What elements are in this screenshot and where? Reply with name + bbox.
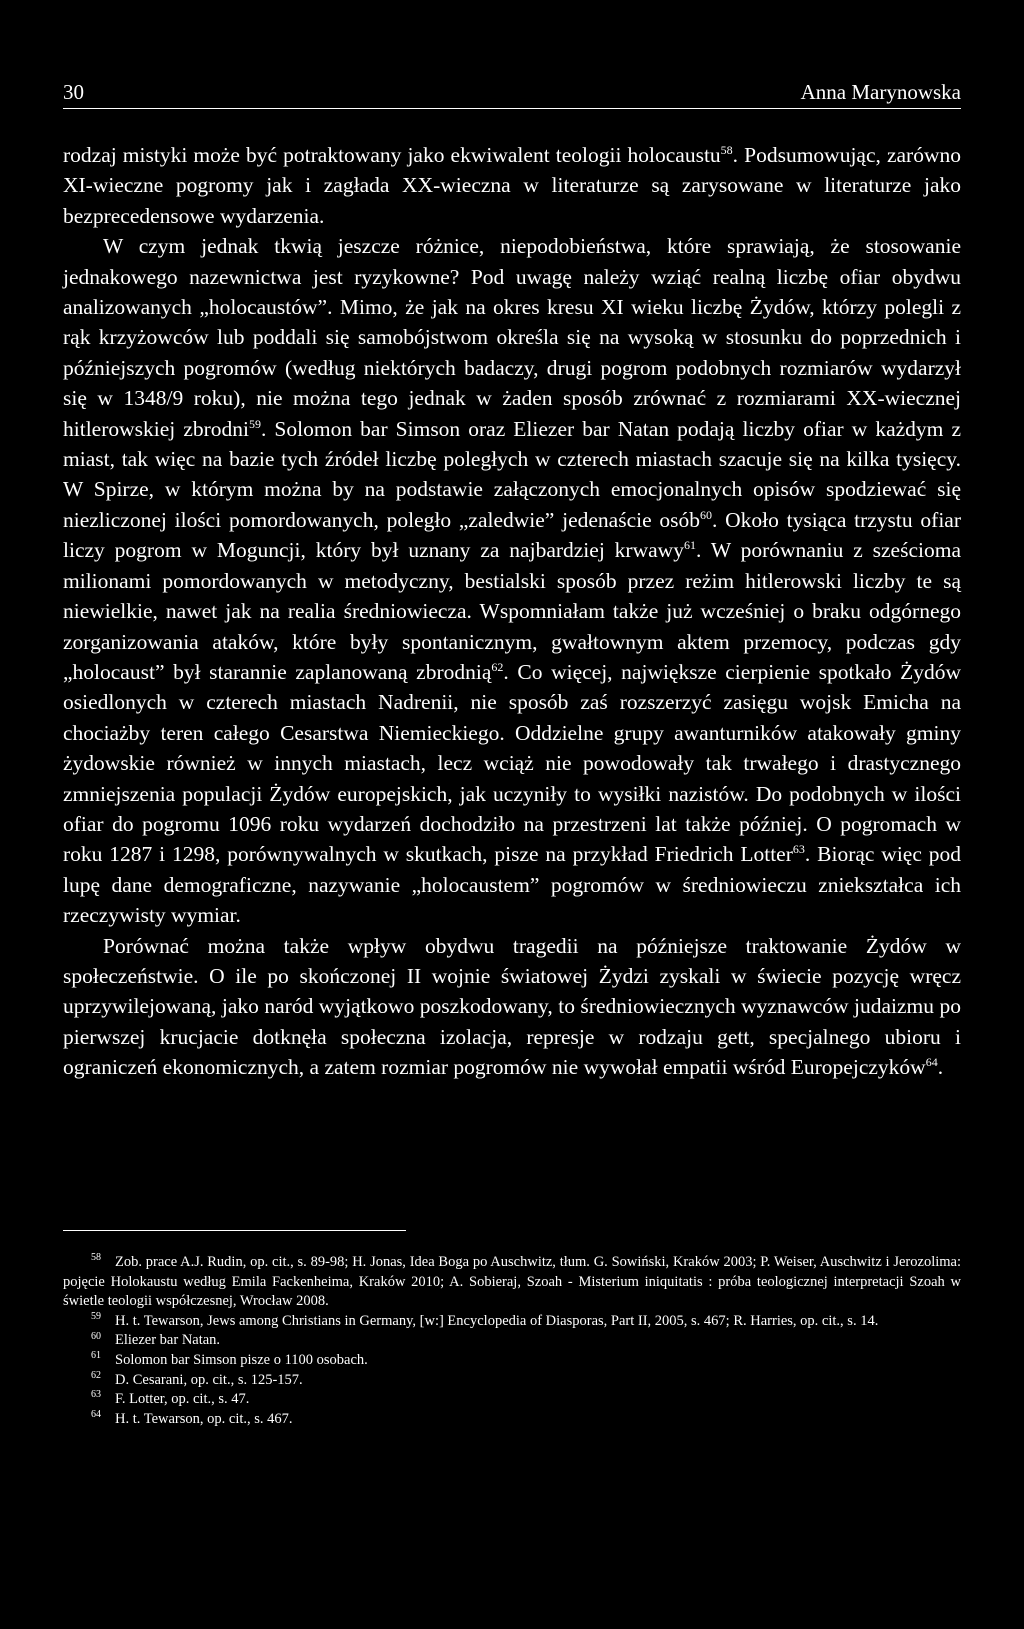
footnote-number: 63	[91, 1389, 101, 1401]
footnote	[63, 1410, 961, 1430]
footnote-reference: 63	[792, 842, 805, 857]
body-text	[63, 140, 961, 1083]
footnote	[63, 1390, 961, 1410]
footnote	[63, 1312, 961, 1332]
footnote-number: 59	[91, 1310, 101, 1322]
paragraph-text: Porównać można także wpływ obydwu tragedii na późniejsze traktowanie Żydów w społeczeństwie. O ile po skończonej II wojnie światowej Żydzi zyskali w świecie pozycję wręcz uprzywilejowaną, jako naród wyjątkowo poszkodowany, to średniowiecznych wyznawców judaizmu po pierwszej krucjacie dotknęła społeczna izolacja, represje w rodzaju gett, specjalnego ubioru i ograniczeń ekonomicznych, a zatem rozmiar pogromów nie wywołał empatii wśród Europejczyków	[63, 933, 961, 1080]
footnote-text: H. t. Tewarson, op. cit., s. 467.	[115, 1410, 293, 1427]
footnote-text: H. t. Tewarson, Jews among Christians in Germany, [w:] Encyclopedia of Diasporas, Part II, 2005, s. 467; R. Harries, op. cit., s. 14.	[115, 1312, 879, 1329]
paragraph-text: W czym jednak tkwią jeszcze różnice, niepodobieństwa, które sprawiają, że stosowanie jednakowego nazewnictwa jest ryzykowne? Pod uwagę należy wziąć realną liczbę ofiar obydwu analizowanych „holocaustów”. Mimo, że jak na okres kresu XI wieku liczbę Żydów, którzy polegli z rąk krzyżowców lub poddali się samobójstwom określa się na wysoką w stosunku do poprzednich i późniejszych pogromów (według niektórych badaczy, drugi pogrom podobnych rozmiarów wydarzył się w 1348/9 roku), nie można tego jednak w żaden sposób zrównać z rozmiarami XX-wiecznej hitlerowskiej zbrodni	[63, 234, 961, 441]
footnote-reference: 60	[700, 507, 713, 522]
page-number: 30	[63, 80, 84, 104]
body-paragraph	[63, 140, 961, 231]
footnote	[63, 1351, 961, 1371]
footnote-text: Solomon bar Simson pisze o 1100 osobach.	[115, 1351, 368, 1368]
footnote-reference: 61	[683, 538, 696, 553]
body-paragraph	[63, 931, 961, 1083]
paragraph-text: . Solomon bar Simson oraz Eliezer bar Natan podają liczby ofiar w każdym z miast, tak więc na bazie tych źródeł liczbę poległych w czterech miastach szacuje się na kilka tysięcy. W Spirze, w którym można by na podstawie załączonych emocjonalnych opisów spodziewać się niezliczonej ilości pomordowanych, poległo „zaledwie” jedenaście osób	[63, 416, 961, 532]
footnote-separator	[63, 1230, 406, 1231]
footnote-number: 61	[91, 1350, 101, 1362]
footnote-number: 60	[91, 1330, 101, 1342]
footnote-reference: 58	[720, 142, 733, 157]
footnote	[63, 1331, 961, 1351]
footnote-text: D. Cesarani, op. cit., s. 125-157.	[115, 1371, 303, 1388]
footnote-reference: 59	[249, 416, 261, 431]
footnote-text: F. Lotter, op. cit., s. 47.	[115, 1391, 250, 1408]
body-paragraph	[63, 231, 961, 930]
page-header	[63, 80, 961, 109]
footnote-number: 58	[91, 1252, 101, 1264]
footnote-reference: 62	[491, 659, 504, 674]
footnotes	[63, 1253, 961, 1429]
paragraph-text: . Co więcej, największe cierpienie spotkało Żydów osiedlonych w czterech miastach Nadrenii, nie sposób zaś rozszerzyć zasięgu wojsk Emicha na chociażby teren całego Cesarstwa Niemieckiego. Oddzielne grupy awanturników atakowały gminy żydowskie również w innych miastach, lecz wciąż nie powodowały tak trwałego i drastycznego zmniejszenia populacji Żydów europejskich, jak uczyniły to wysiłki nazistów. Do podobnych w ilości ofiar do pogromu 1096 roku wydarzeń dochodziło na przestrzeni lat także później. O pogromach w roku 1287 i 1298, porównywalnych w skutkach, pisze na przykład Friedrich Lotter	[63, 659, 961, 867]
footnote	[63, 1371, 961, 1391]
footnote-number: 64	[91, 1408, 101, 1420]
running-head-author: Anna Marynowska	[800, 80, 961, 104]
paragraph-text: . Około tysiąca trzystu ofiar liczy pogrom w Moguncji, który był uznany za najbardziej krwawy	[63, 507, 961, 563]
paragraph-text: . Biorąc więc pod lupę dane demograficzne, nazywanie „holocaustem” pogromów w średniowieczu zniekształca ich rzeczywisty wymiar.	[63, 842, 961, 928]
footnote-reference: 64	[925, 1055, 938, 1070]
footnote-number: 62	[91, 1369, 101, 1381]
footnote-text: Eliezer bar Natan.	[115, 1332, 221, 1349]
paragraph-text: rodzaj mistyki może być potraktowany jako ekwiwalent teologii holocaustu	[63, 143, 721, 167]
footnote-text: Zob. prace A.J. Rudin, op. cit., s. 89-98; H. Jonas, Idea Boga po Auschwitz, tłum. G. Sowiński, Kraków 2003; P. Weiser, Auschwitz i Jerozolima: pojęcie Holokaustu według Emila Fackenheima, Kraków 2010; A. Sobieraj, Szoah - Misterium iniquitatis : próba teologicznej interpretacji Szoah w świetle teologii współczesnej, Wrocław 2008.	[63, 1254, 961, 1310]
paragraph-text: . W porównaniu z sześcioma milionami pomordowanych w metodyczny, bestialski sposób przez reżim hitlerowski liczby te są niewielkie, nawet jak na realia średniowiecza. Wspomniałam także już wcześniej o braku odgórnego zorganizowania ataków, które były spontanicznym, gwałtownym aktem przemocy, podczas gdy „holocaust” był starannie zaplanowaną zbrodnią	[63, 538, 961, 684]
paragraph-text: .	[937, 1055, 944, 1080]
footnote	[63, 1253, 961, 1312]
paragraph-text: . Podsumowując, zarówno XI-wieczne pogromy jak i zagłada XX-wieczna w literaturze są zarysowane w literaturze jako bezprecedensowe wydarzenia.	[63, 143, 961, 228]
